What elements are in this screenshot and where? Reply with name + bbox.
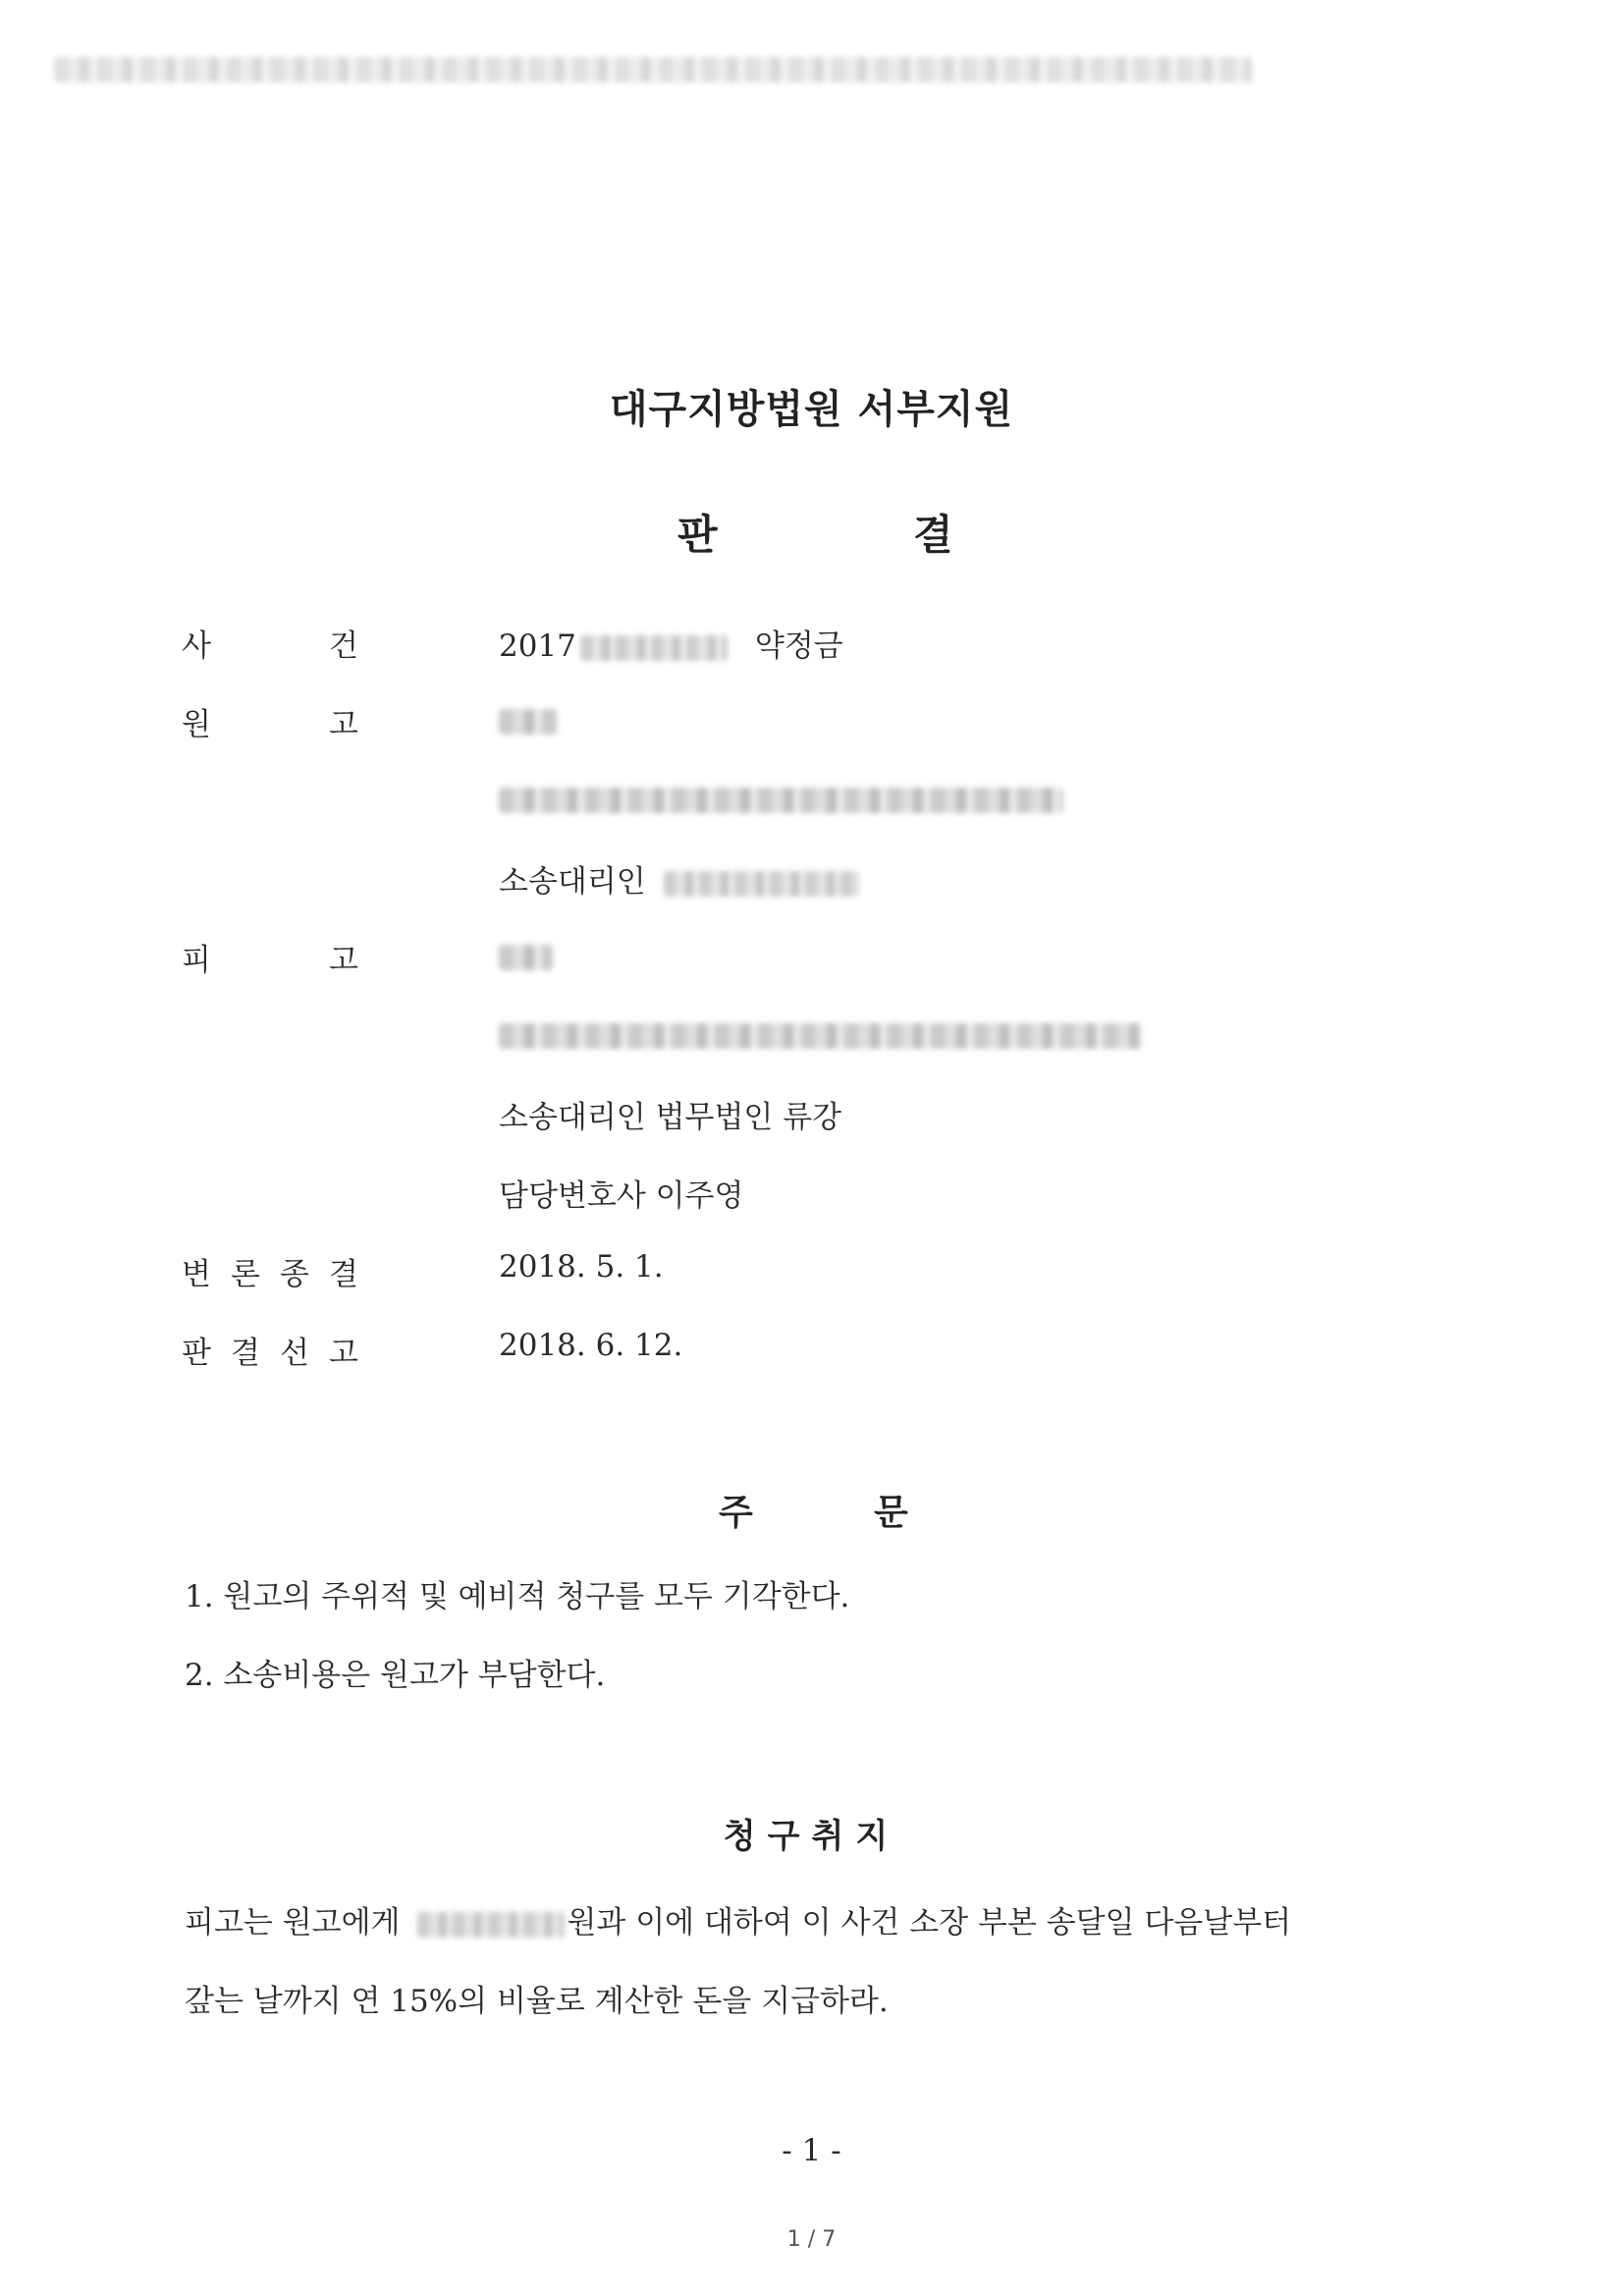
order-heading-char-1: 주 <box>719 1493 753 1533</box>
page-number: - 1 - <box>782 2133 841 2168</box>
defendant-label: 피 고 <box>182 943 358 978</box>
redacted-plaintiff-name <box>499 709 558 735</box>
redacted-defendant-address <box>499 1023 1142 1049</box>
document-title-char-1: 판 <box>677 511 718 559</box>
order-heading-char-2: 문 <box>874 1493 908 1533</box>
redacted-amount <box>417 1912 565 1938</box>
order-item-1: 1. 원고의 주위적 및 예비적 청구를 모두 기각한다. <box>185 1579 850 1614</box>
page-count: 1 / 7 <box>786 2227 837 2252</box>
redacted-plaintiff-address <box>499 788 1063 813</box>
judgment-date: 2018. 6. 12. <box>499 1328 683 1363</box>
redacted-case-number <box>580 635 728 661</box>
case-value <box>499 621 843 665</box>
redacted-header-line <box>54 57 1252 82</box>
case-name: 약정금 <box>754 629 843 664</box>
closing-label: 변 론 종 결 <box>182 1257 358 1292</box>
document-title-char-2: 결 <box>913 511 953 559</box>
defendant-lawyer: 담당변호사 이주영 <box>499 1178 744 1214</box>
defendant-agent: 소송대리인 법무법인 류강 <box>499 1100 842 1135</box>
claim-line-2: 갚는 날까지 연 15%의 비율로 계산한 돈을 지급하라. <box>185 1984 889 2019</box>
redacted-plaintiff-agent <box>664 871 860 897</box>
case-number-prefix: 2017 <box>499 629 576 664</box>
order-item-2: 2. 소송비용은 원고가 부담한다. <box>185 1658 606 1693</box>
plaintiff-agent: 소송대리인 <box>499 856 860 901</box>
plaintiff-label: 원 고 <box>182 707 358 742</box>
claim-line-1: 피고는 원고에게 원과 이에 대하여 이 사건 소장 부본 송달일 다음날부터 <box>185 1905 1292 1941</box>
case-label: 사 건 <box>182 629 358 664</box>
court-name: 대구지방법원 서부지원 <box>609 387 1014 432</box>
closing-date: 2018. 5. 1. <box>499 1249 664 1285</box>
claim-heading: 청구취지 <box>723 1817 900 1856</box>
judgment-date-label: 판 결 선 고 <box>182 1336 358 1371</box>
redacted-defendant-name <box>499 945 553 970</box>
